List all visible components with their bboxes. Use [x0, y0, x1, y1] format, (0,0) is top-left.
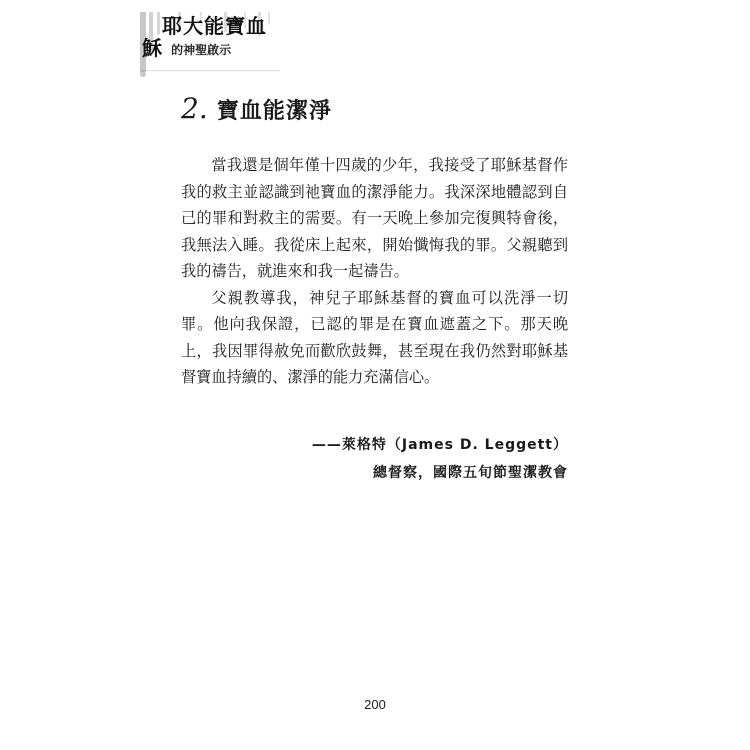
section-number: 2. — [181, 92, 208, 125]
book-title-second-line — [142, 36, 231, 62]
body-text — [181, 152, 568, 391]
paragraph-2: 父親教導我，神兒子耶穌基督的寶血可以洗淨一切罪。他向我保證，已認的罪是在寶血遮蓋之下。那天晚上，我因罪得赦免而歡欣鼓舞，甚至現在我仍然對耶穌基督寶血持續的、潔淨的能力充滿信心。 — [181, 288, 568, 386]
section-title: 寶血能潔淨 — [216, 99, 332, 124]
attribution-role: 總督察，國際五旬節聖潔教會 — [373, 465, 568, 481]
attribution-name: ——萊格特（James D. Leggett） — [311, 437, 568, 453]
attribution — [312, 431, 568, 487]
page-number: 200 — [364, 697, 386, 712]
book-header — [140, 12, 280, 74]
section-heading — [181, 92, 332, 125]
book-title-second-char: 穌 — [142, 36, 162, 60]
book-title: 耶大能寶血 — [162, 14, 267, 38]
paragraph-1: 當我還是個年僅十四歲的少年，我接受了耶穌基督作我的救主並認識到祂寶血的潔淨能力。我深深地體認到自己的罪和對救主的需要。有一天晚上參加完復興特會後，我無法入睡。我從床上起來，開始懺悔我的罪。父親聽到我的禱告，就進來和我一起禱告。 — [181, 156, 568, 280]
book-subtitle: 的神聖啟示 — [171, 43, 232, 57]
